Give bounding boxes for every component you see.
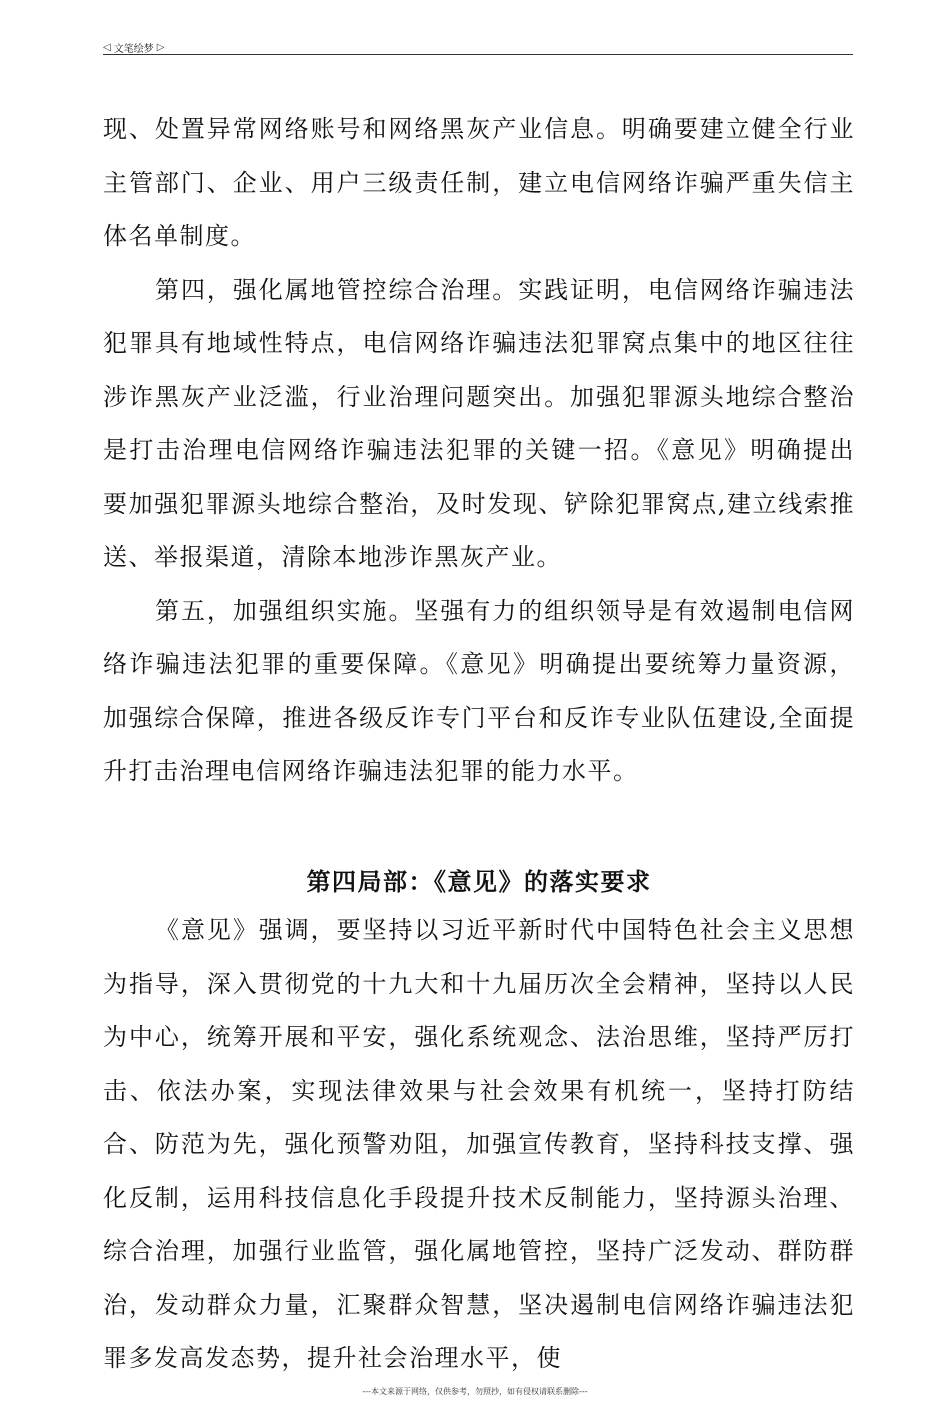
paragraph-fifth: 第五，加强组织实施。坚强有力的组织领导是有效遏制电信网络诈骗违法犯罪的重要保障。《意见》明确提出要统筹力量资源，加强综合保障，推进各级反诈专门平台和反诈专业队伍建设,全面提升打击治理电信网络诈骗违法犯罪的能力水平。 [103, 596, 855, 785]
section-paragraph: 《意见》强调，要坚持以习近平新时代中国特色社会主义思想为指导，深入贯彻党的十九大和十九届历次全会精神，坚持以人民为中心，统筹开展和平安，强化系统观念、法治思维，坚持严厉打击、依法办案，实现法律效果与社会效果有机统一，坚持打防结合、防范为先，强化预警劝阻，加强宣传教育，坚持科技支撑、强化反制，运用科技信息化手段提升技术反制能力，坚持源头治理、综合治理，加强行业监管，强化属地管控，坚持广泛发动、群防群治，发动群众力量，汇聚群众智慧，坚决遏制电信网络诈骗违法犯罪多发高发态势，提升社会治理水平，使 [103, 916, 855, 1372]
header-divider [103, 54, 853, 55]
header-title: 文笔绘梦 [113, 44, 154, 55]
body-text [103, 103, 855, 799]
section-heading: 第四局部：《意见》的落实要求 [306, 867, 652, 896]
page-header [103, 40, 164, 55]
section-body [103, 904, 855, 1386]
paragraph-fourth: 第四，强化属地管控综合治理。实践证明，电信网络诈骗违法犯罪具有地域性特点，电信网络诈骗违法犯罪窝点集中的地区往往涉诈黑灰产业泛滥，行业治理问题突出。加强犯罪源头地综合整治是打击治理电信网络诈骗违法犯罪的关键一招。《意见》明确提出要加强犯罪源头地综合整治，及时发现、铲除犯罪窝点,建立线索推送、举报渠道，清除本地涉诈黑灰产业。 [103, 275, 855, 571]
left-triangle-icon: ◁ [103, 42, 111, 53]
page-footer: ---本文来源于网络，仅供参考，勿照抄，如有侵权请联系删除--- [362, 1387, 588, 1396]
paragraph-continued: 现、处置异常网络账号和网络黑灰产业信息。明确要建立健全行业主管部门、企业、用户三级责任制，建立电信网络诈骗严重失信主体名单制度。 [103, 115, 855, 250]
right-triangle-icon: ▷ [156, 42, 165, 53]
